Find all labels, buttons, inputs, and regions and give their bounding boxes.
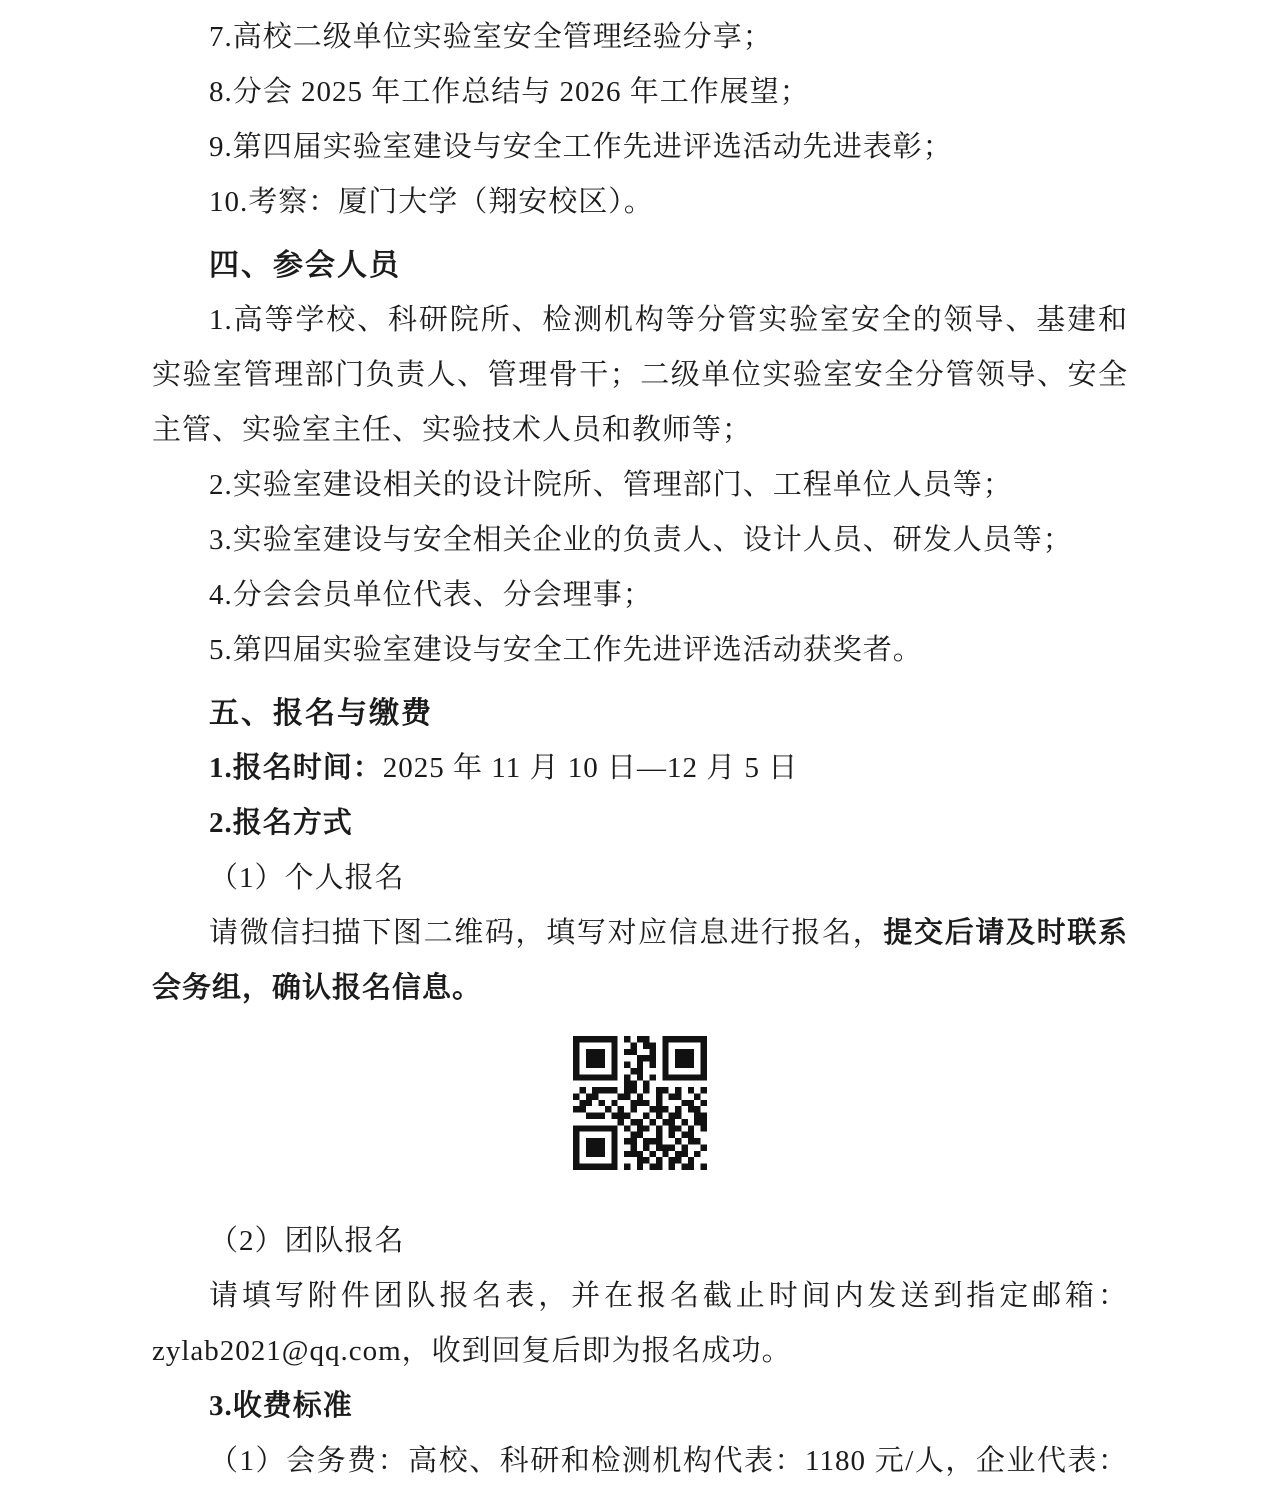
- text-line: [152, 906, 1128, 961]
- text-line: [152, 175, 1128, 230]
- qr-code-block: [152, 1036, 1128, 1170]
- text-run: 4.分会会员单位代表、分会理事；: [209, 579, 653, 611]
- text-line: [152, 851, 1128, 906]
- text-run: （1）会务费：高校、科研和检测机构代表：1180 元/人，企业代表：: [209, 1445, 1128, 1477]
- text-run: zylab2021@qq.com，收到回复后即为报名成功。: [152, 1335, 792, 1367]
- text-line: [152, 293, 1128, 348]
- text-run: （1）个人报名: [209, 862, 405, 894]
- text-line: [152, 961, 1128, 1016]
- text-run: 7.高校二级单位实验室安全管理经验分享；: [209, 21, 773, 53]
- text-line: [152, 796, 1128, 851]
- text-run: 8.分会 2025 年工作总结与 2026 年工作展望；: [209, 76, 810, 108]
- text-run: 5.第四届实验室建设与安全工作先进评选活动获奖者。: [209, 634, 923, 666]
- text-run: （2）团队报名: [209, 1225, 405, 1257]
- text-line: [152, 623, 1128, 678]
- text-line: [152, 403, 1128, 458]
- text-run: 请微信扫描下图二维码，填写对应信息进行报名，: [209, 917, 884, 949]
- bold-text-run: 四、参会人员: [209, 249, 401, 282]
- text-line: [152, 1269, 1128, 1324]
- bold-text-run: 1.报名时间：: [209, 752, 383, 784]
- text-line: [152, 120, 1128, 175]
- bold-text-run: 五、报名与缴费: [209, 697, 433, 730]
- text-line: [152, 1434, 1128, 1489]
- text-run: 1.高等学校、科研院所、检测机构等分管实验室安全的领导、基建和: [209, 304, 1128, 336]
- text-line: [152, 348, 1128, 403]
- text-run: 10.考察：厦门大学（翔安校区）。: [209, 186, 654, 218]
- text-line: [152, 1214, 1128, 1269]
- bold-text-run: 2.报名方式: [209, 807, 353, 839]
- text-line: [152, 1379, 1128, 1434]
- text-line: [152, 513, 1128, 568]
- text-run: 实验室管理部门负责人、管理骨干；二级单位实验室安全分管领导、安全: [152, 359, 1128, 391]
- text-run: 2.实验室建设相关的设计院所、管理部门、工程单位人员等；: [209, 469, 1013, 501]
- bold-text-run: 会务组，确认报名信息。: [152, 972, 483, 1004]
- bold-text-run: 3.收费标准: [209, 1390, 353, 1422]
- text-run: 2025 年 11 月 10 日—12 月 5 日: [382, 752, 799, 784]
- text-run: 主管、实验室主任、实验技术人员和教师等；: [152, 414, 753, 446]
- text-line: [152, 741, 1128, 796]
- text-line: [152, 568, 1128, 623]
- qr-code: [573, 1036, 707, 1170]
- document-body: [152, 10, 1128, 1489]
- text-line: [152, 458, 1128, 513]
- text-line: [152, 10, 1128, 65]
- section-heading: [152, 686, 1128, 741]
- text-run: 请填写附件团队报名表，并在报名截止时间内发送到指定邮箱：: [209, 1280, 1128, 1312]
- text-run: 9.第四届实验室建设与安全工作先进评选活动先进表彰；: [209, 131, 953, 163]
- bold-text-run: 提交后请及时联系: [883, 917, 1128, 949]
- section-heading: [152, 238, 1128, 293]
- text-line: [152, 65, 1128, 120]
- text-line: [152, 1324, 1128, 1379]
- text-run: 3.实验室建设与安全相关企业的负责人、设计人员、研发人员等；: [209, 524, 1073, 556]
